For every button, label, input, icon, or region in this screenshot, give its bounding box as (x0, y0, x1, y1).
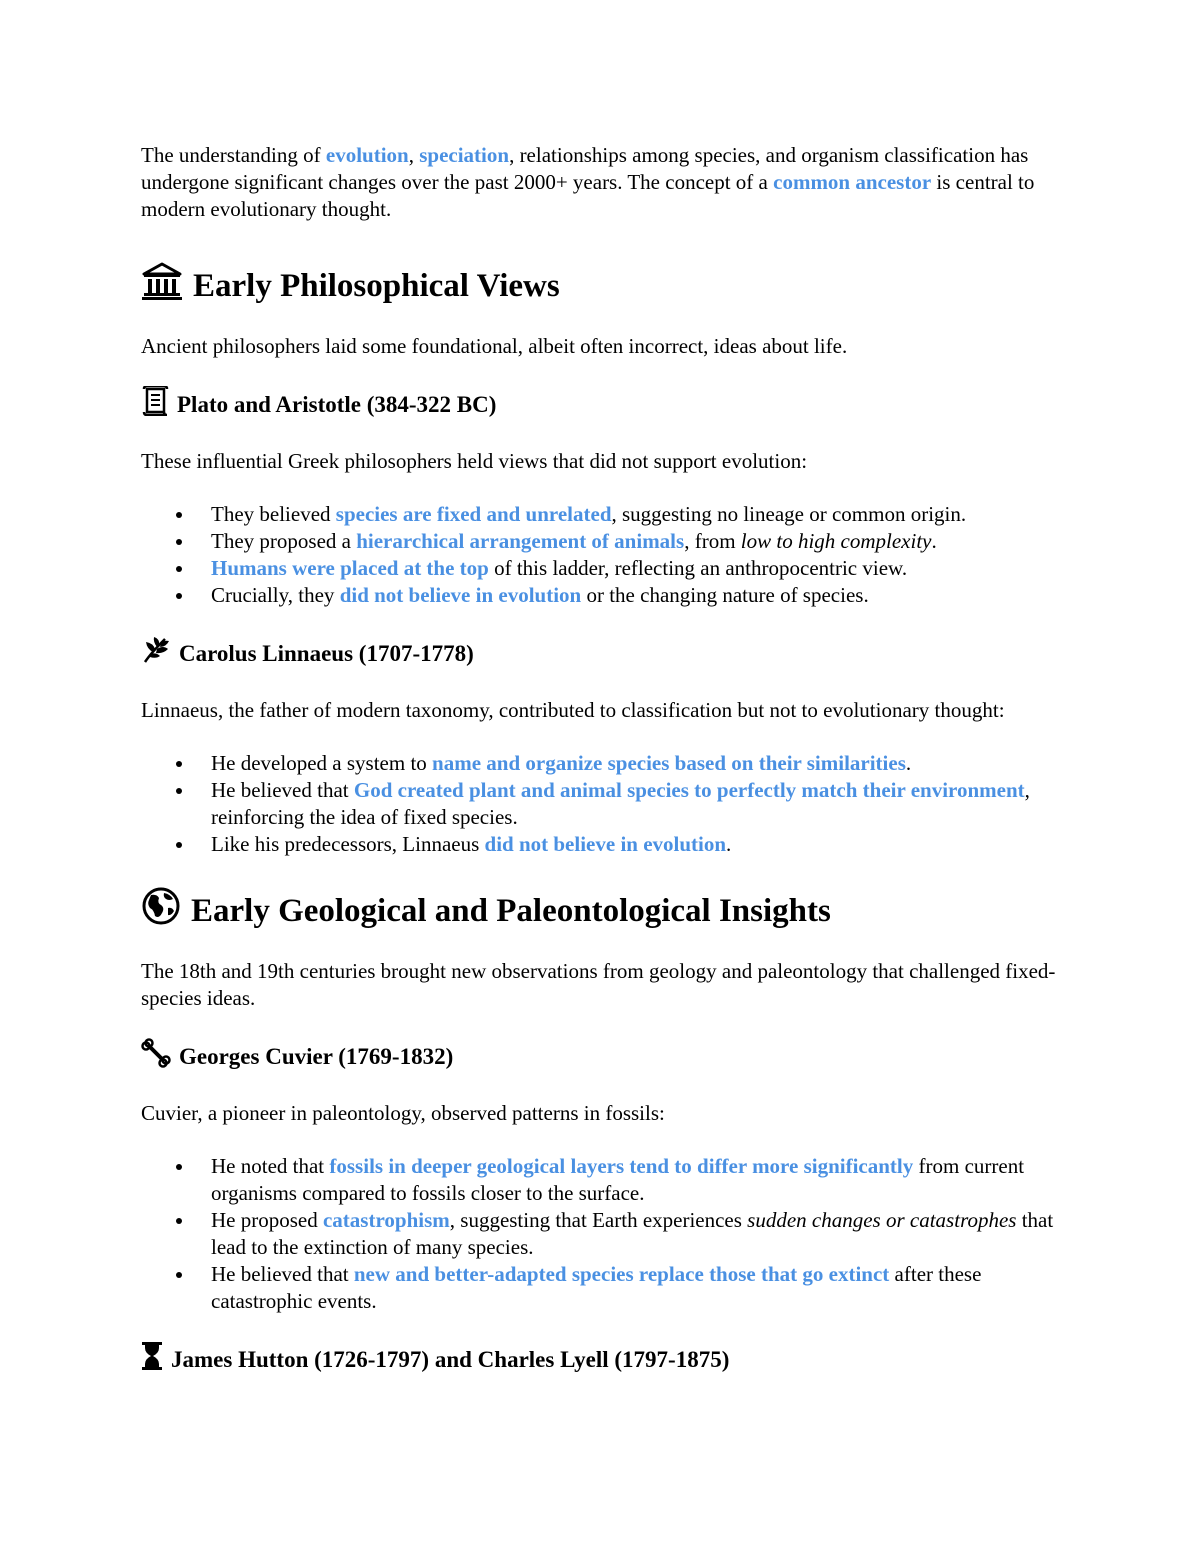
globe-icon (141, 886, 181, 936)
text: of this ladder, reflecting an anthropocentric view. (488, 556, 908, 580)
text: He developed a system to (211, 751, 433, 775)
scroll-icon (141, 386, 169, 424)
bone-icon (141, 1038, 171, 1076)
highlight: Humans were placed at the top (211, 556, 489, 580)
emphasis: sudden changes or catastrophes (747, 1208, 1017, 1232)
text: They proposed a (211, 529, 357, 553)
highlight: did not believe in evolution (339, 583, 582, 607)
highlight: new and better-adapted species replace those that go extinct (353, 1262, 890, 1286)
text: after these catastrophic events. (211, 1262, 982, 1313)
highlight: species are fixed and unrelated (335, 502, 612, 526)
list-item (141, 528, 1066, 555)
section-heading-geological (141, 886, 1066, 936)
subheading-hutton-lyell (141, 1341, 1066, 1379)
section-intro: Ancient philosophers laid some foundational, albeit often incorrect, ideas about life. (141, 334, 848, 358)
text: , suggesting no lineage or common origin. (611, 502, 967, 526)
subheading-title: Carolus Linnaeus (1707-1778) (179, 641, 474, 666)
list-item (141, 501, 1066, 528)
text: that lead to the extinction of many species. (211, 1208, 1054, 1259)
text: He proposed (211, 1208, 323, 1232)
list-item (141, 555, 1066, 582)
term-common-ancestor: common ancestor (773, 170, 932, 194)
text: , relationships among species, and organism classification has undergone significant changes over the past 2000+ years. The concept of a (141, 143, 1029, 194)
subheading-cuvier (141, 1038, 1066, 1076)
highlight: catastrophism (322, 1208, 450, 1232)
section-title: Early Geological and Paleontological Insights (191, 893, 831, 929)
text: Crucially, they (211, 583, 340, 607)
subsection-intro: Cuvier, a pioneer in paleontology, observed patterns in fossils: (141, 1101, 665, 1125)
bullet-list (141, 750, 1066, 858)
subheading-linnaeus (141, 635, 1066, 673)
highlight: fossils in deeper geological layers tend to differ more significantly (329, 1154, 914, 1178)
text: from current organisms compared to fossils closer to the surface. (211, 1154, 1025, 1205)
term-speciation: speciation (419, 143, 510, 167)
subheading-title: Georges Cuvier (1769-1832) (179, 1044, 454, 1069)
text: , from (684, 529, 741, 553)
text: , (408, 143, 420, 167)
subsection-intro: Linnaeus, the father of modern taxonomy, contributed to classification but not to evolutionary thought: (141, 698, 1005, 722)
section-title: Early Philosophical Views (193, 268, 560, 304)
highlight: did not believe in evolution (484, 832, 727, 856)
text: , reinforcing the idea of fixed species. (211, 778, 1030, 829)
highlight: name and organize species based on their similarities (432, 751, 906, 775)
list-item (141, 582, 1066, 609)
subheading-title: Plato and Aristotle (384-322 BC) (177, 392, 497, 417)
hourglass-icon (141, 1341, 163, 1379)
text: He believed that (211, 1262, 354, 1286)
text: . (905, 751, 912, 775)
text: Like his predecessors, Linnaeus (211, 832, 485, 856)
text: He believed that (211, 778, 354, 802)
term-evolution: evolution (325, 143, 409, 167)
list-item (141, 1207, 1066, 1261)
text: They believed (211, 502, 336, 526)
list-item (141, 1261, 1066, 1315)
bullet-list (141, 1153, 1066, 1315)
subheading-title: James Hutton (1726-1797) and Charles Lyell (1797-1875) (171, 1347, 730, 1372)
subheading-plato-aristotle (141, 386, 1066, 424)
herb-leaf-icon (141, 635, 171, 673)
emphasis: low to high complexity (740, 529, 932, 553)
text: . (931, 529, 937, 553)
highlight: God created plant and animal species to perfectly match their environment (353, 778, 1025, 802)
section-intro: The 18th and 19th centuries brought new observations from geology and paleontology that challenged fixed-species ideas. (141, 959, 1056, 1010)
bullet-list (141, 501, 1066, 609)
list-item (141, 777, 1066, 831)
text: He noted that (211, 1154, 330, 1178)
intro-paragraph (141, 142, 1066, 223)
classical-building-icon (141, 261, 183, 311)
list-item (141, 1153, 1066, 1207)
text: or the changing nature of species. (581, 583, 869, 607)
list-item (141, 750, 1066, 777)
text: . (726, 832, 732, 856)
text: , suggesting that Earth experiences (449, 1208, 748, 1232)
text: The understanding of (141, 143, 326, 167)
text: is central to modern evolutionary thought. (141, 170, 1035, 221)
subsection-intro: These influential Greek philosophers held views that did not support evolution: (141, 449, 808, 473)
list-item (141, 831, 1066, 858)
section-heading-philosophical (141, 261, 1066, 311)
highlight: hierarchical arrangement of animals (356, 529, 685, 553)
document-content (141, 142, 1066, 1379)
